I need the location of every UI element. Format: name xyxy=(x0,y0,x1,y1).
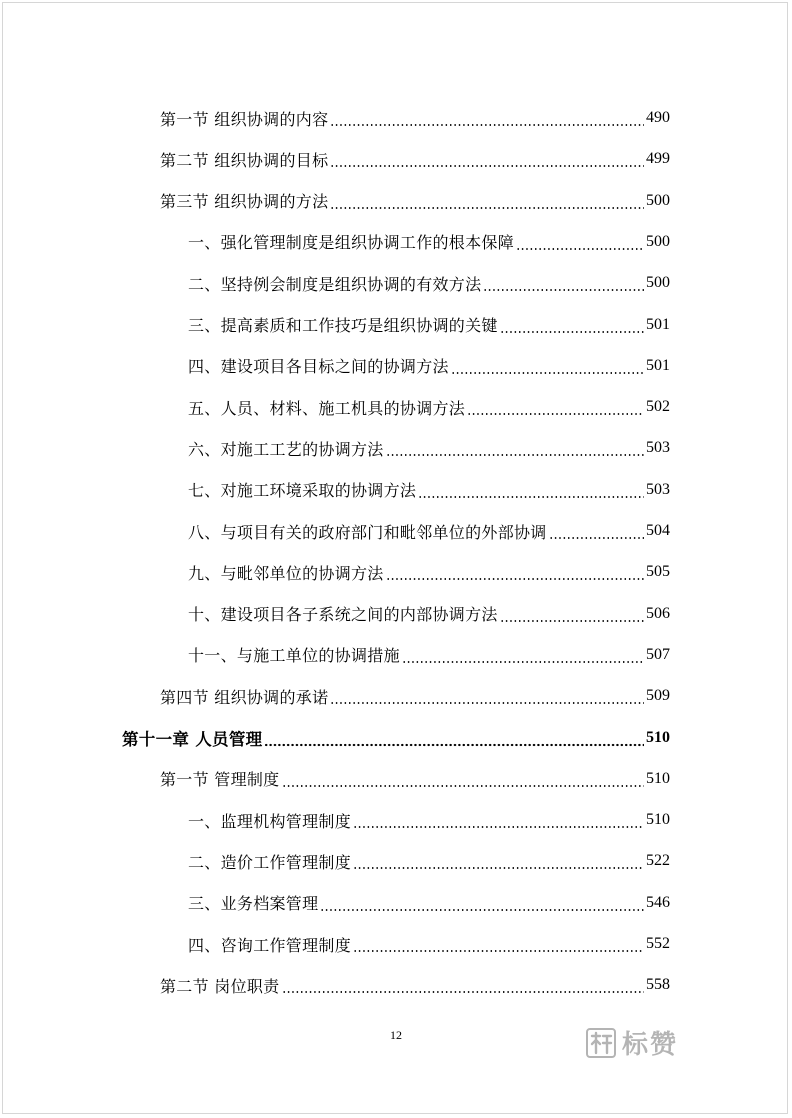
toc-dot-leader xyxy=(282,774,645,790)
toc-dot-leader xyxy=(320,898,644,914)
toc-entry-page: 509 xyxy=(646,687,670,705)
toc-entry-page: 510 xyxy=(646,769,670,787)
toc-entry[interactable] xyxy=(188,883,670,923)
toc-chapter-entry[interactable] xyxy=(122,718,670,758)
toc-entry-label: 一、监理机构管理制度 xyxy=(188,811,352,831)
toc-dot-leader xyxy=(330,196,644,212)
toc-entry-page: 501 xyxy=(646,356,670,374)
toc-entry-page: 502 xyxy=(646,398,670,416)
toc-dot-leader xyxy=(386,443,644,459)
toc-entry-label: 二、坚持例会制度是组织协调的有效方法 xyxy=(188,274,482,294)
toc-entry[interactable] xyxy=(188,594,670,634)
toc-entry-page: 510 xyxy=(646,728,670,746)
toc-entry-label: 三、业务档案管理 xyxy=(188,894,319,914)
toc-entry-page: 500 xyxy=(646,232,670,250)
toc-entry-page: 546 xyxy=(646,893,670,911)
toc-entry[interactable] xyxy=(188,428,670,468)
toc-entry-page: 506 xyxy=(646,604,670,622)
toc-entry[interactable] xyxy=(188,635,670,675)
toc-dot-leader xyxy=(418,485,644,501)
toc-entry-page: 504 xyxy=(646,522,670,539)
toc-entry-label: 七、对施工环境采取的协调方法 xyxy=(188,481,417,501)
toc-entry-label: 八、与项目有关的政府部门和毗邻单位的外部协调 xyxy=(188,522,547,542)
toc-dot-leader xyxy=(353,815,644,831)
toc-dot-leader xyxy=(549,526,644,542)
toc-entry-page: 499 xyxy=(646,150,670,168)
toc-dot-leader xyxy=(500,609,644,625)
toc-entry-page: 500 xyxy=(646,274,670,292)
toc-dot-leader xyxy=(402,650,644,666)
toc-entry[interactable] xyxy=(160,181,670,221)
toc-entry-label: 一、强化管理制度是组织协调工作的根本保障 xyxy=(188,233,515,253)
toc-dot-leader xyxy=(330,691,644,707)
toc-entry-label: 第一节 组织协调的内容 xyxy=(160,109,329,129)
toc-entry[interactable] xyxy=(160,965,670,1005)
toc-entry[interactable] xyxy=(160,98,670,138)
toc-entry-label: 四、建设项目各目标之间的协调方法 xyxy=(188,357,449,377)
toc-entry[interactable] xyxy=(188,470,670,510)
toc-entry[interactable] xyxy=(188,511,670,551)
toc-entry-label: 二、造价工作管理制度 xyxy=(188,852,352,872)
watermark-logo-icon xyxy=(586,1028,616,1058)
toc-entry-page: 505 xyxy=(646,563,670,581)
toc-entry[interactable] xyxy=(160,676,670,716)
toc-dot-leader xyxy=(330,154,644,170)
toc-dot-leader xyxy=(451,361,644,377)
toc-dot-leader xyxy=(353,856,644,872)
toc-entry-label: 十一、与施工单位的协调措施 xyxy=(188,646,400,666)
toc-entry-label: 第三节 组织协调的方法 xyxy=(160,192,329,212)
page-number: 12 xyxy=(390,1028,402,1042)
toc-entry[interactable] xyxy=(188,841,670,881)
toc-dot-leader xyxy=(353,939,644,955)
watermark-text: 标赞 xyxy=(622,1030,679,1060)
toc-entry[interactable] xyxy=(188,552,670,592)
toc-entry-label: 第四节 组织协调的承诺 xyxy=(160,687,329,707)
toc-dot-leader xyxy=(516,237,644,253)
toc-entry-page: 522 xyxy=(646,852,670,870)
toc-entry-label: 六、对施工工艺的协调方法 xyxy=(188,439,384,459)
toc-entry-label: 三、提高素质和工作技巧是组织协调的关键 xyxy=(188,316,498,335)
toc-entry-page: 500 xyxy=(646,191,670,209)
toc-entry-page: 503 xyxy=(646,439,670,457)
toc-entry-label: 第二节 组织协调的目标 xyxy=(160,150,329,170)
toc-entry-page: 552 xyxy=(646,935,670,952)
toc-entry-page: 490 xyxy=(646,109,670,126)
toc-entry-page: 507 xyxy=(646,645,670,663)
toc-entry-label: 第二节 岗位职责 xyxy=(160,976,280,996)
toc-entry[interactable] xyxy=(188,222,670,262)
toc-entry-label: 十、建设项目各子系统之间的内部协调方法 xyxy=(188,605,498,625)
toc-entry[interactable] xyxy=(188,305,670,345)
toc-entry-page: 558 xyxy=(646,976,670,994)
toc-entry[interactable] xyxy=(188,800,670,840)
toc-entry-page: 501 xyxy=(646,315,670,333)
toc-entry-page: 503 xyxy=(646,480,670,498)
toc-entry[interactable] xyxy=(188,263,670,303)
toc-dot-leader xyxy=(330,113,644,129)
watermark xyxy=(586,1024,678,1061)
toc-entry-label: 第十一章 人员管理 xyxy=(122,729,263,749)
toc-entry[interactable] xyxy=(188,387,670,427)
toc-dot-leader xyxy=(483,278,644,294)
toc-entry-label: 第一节 管理制度 xyxy=(160,770,280,790)
toc-entry[interactable] xyxy=(160,759,670,799)
toc-dot-leader xyxy=(282,980,645,996)
toc-entry-page: 510 xyxy=(646,811,670,829)
toc-entry[interactable] xyxy=(188,924,670,964)
toc-entry-label: 四、咨询工作管理制度 xyxy=(188,935,352,955)
toc-dot-leader xyxy=(500,320,644,336)
toc-entry[interactable] xyxy=(160,139,670,179)
toc-dot-leader xyxy=(467,402,644,418)
toc-dot-leader xyxy=(264,733,644,749)
toc-entry-label: 九、与毗邻单位的协调方法 xyxy=(188,563,384,583)
toc-entry-label: 五、人员、材料、施工机具的协调方法 xyxy=(188,398,466,418)
toc-dot-leader xyxy=(386,567,644,583)
toc-entry[interactable] xyxy=(188,346,670,386)
